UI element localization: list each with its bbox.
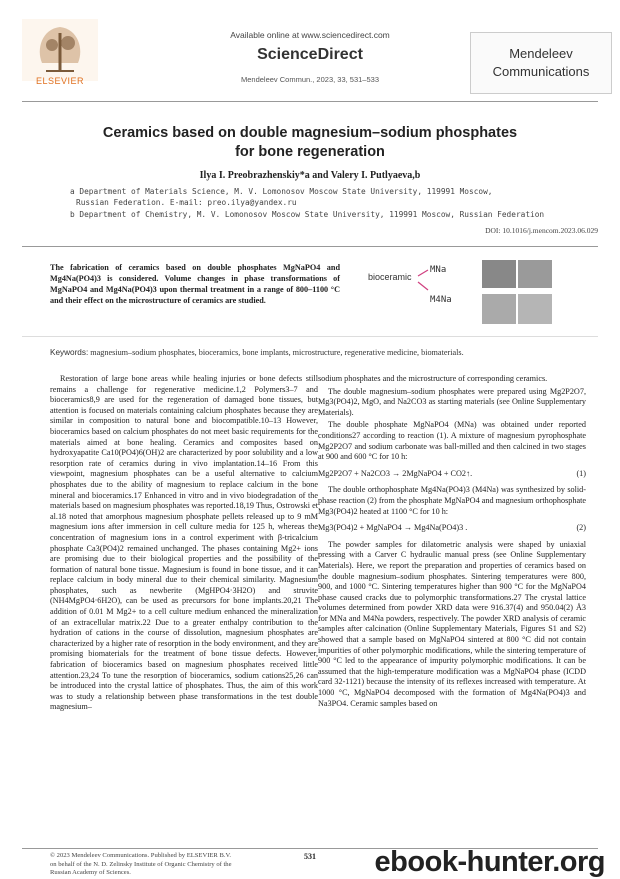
doi-link[interactable]: DOI: 10.1016/j.mencom.2023.06.029 <box>485 226 598 235</box>
body-right-paragraph-3: The double phosphate MgNaPO4 (MNa) was obtained under reported conditions27 according to reaction (1). A mixture of magnesium pyrophosphate Mg2P2O7 and sodium carbonate was ball-milled and then calcined in two stages at 900 and 600 °C for 10 h: <box>318 420 586 462</box>
affiliation-a-line2[interactable]: Russian Federation. E-mail: preo.ilya@yandex.ru <box>76 198 297 207</box>
equation-1-text: Mg2P2O7 + Na2CO3 → 2MgNaPO4 + CO2↑. <box>318 468 473 478</box>
journal-name-line1: Mendeleev <box>509 46 573 61</box>
ga-bioceramic-label: bioceramic <box>368 272 412 282</box>
footer-copyright-line1: © 2023 Mendeleev Communications. Published by ELSEVIER B.V. <box>50 852 232 859</box>
journal-name-line2: Communications <box>492 64 590 79</box>
ga-micrograph-m4na-2 <box>518 294 552 324</box>
equation-1-number: (1) <box>576 468 586 478</box>
citation-line: Mendeleev Commun., 2023, 33, 531–533 <box>240 75 379 84</box>
graphical-abstract <box>362 258 590 330</box>
ga-arrow-up <box>418 270 428 276</box>
affiliation-a <box>70 186 590 208</box>
journal-name-box <box>470 32 612 94</box>
body-right-paragraph-4: The double orthophosphate Mg4Na(PO4)3 (M4Na) was synthesized by solid-phase reaction (2) from the phosphate MgNaPO4 and magnesium orthophosphate Mg3(PO4)2 heated at 1100 °C for 10 h: <box>318 485 586 516</box>
title-line-1: Ceramics based on double magnesium–sodium phosphates <box>102 125 518 141</box>
page-number: 531 <box>304 852 316 861</box>
equation-2-number: (2) <box>576 523 586 533</box>
abstract-divider-top <box>22 246 598 247</box>
keywords-list: magnesium–sodium phosphates, bioceramics, bone implants, microstructure, regenerative medicine, biomaterials. <box>90 348 464 357</box>
footer-copyright-line2: on behalf of the N. D. Zelinsky Institute of Organic Chemistry of the <box>50 860 232 868</box>
header-divider <box>22 101 598 102</box>
body-column-right <box>318 374 586 711</box>
keywords <box>50 348 590 357</box>
ga-micrograph-mna-2 <box>518 260 552 288</box>
affiliation-a-line1: a Department of Materials Science, M. V. Lomonosov Moscow State University, 119991 Moscow, <box>70 187 493 196</box>
title-line-2: for bone regeneration <box>235 144 385 160</box>
body-left-paragraph: Restoration of large bone areas while healing injuries or bone defects still remains a challenge for regenerative medicine.1,2 Polymers3–7 and bioceramics8,9 are used for the regeneration of damaged bone tissues, but attention is focused on materials containing calcium phosphates because they are similar in composition to natural bone and biocompatible.10–13 However, bioceramics based on calcium phosphates do not meet basic requirements for the materials aimed at bone healing. Ceramics and composites based on hydroxyapatite Ca10(PO4)6(OH)2 are characterized by poor solubility and a low resorption rate of ceramics during in vivo implantation.14–16 From this viewpoint, magnesium phosphates can be a useful alternative to calcium phosphates due to the ability of magnesium to replace calcium in the bone mineral and bioceramics.17 Enhanced in vitro and in vivo biodegradation of the materials based on magnesium phosphates was reported.18,19 Thus, Ostrowski et al.18 noted that amorphous magnesium phosphate pellets released up to 9 mM magnesium ions after immersion in cell culture media for 125 h, whereas the concentration of magnesium ions in a control experiment with β-tricalcium phosphate Ca3(PO4)2 remained unchanged. The phases containing Mg2+ ions are promising due to their biological properties and the possibility of the formation of natural bone tissue. Magnesium is found in bone tissue, and it can replace calcium in body mineral due to their chemical similarity. Magnesium phosphates, such as newberite (MgHPO4·3H2O) and struvite (NH4MgPO4·6H2O), can be used as precursors for bone implants.20,21 The addition of 0.01 M Mg2+ to a cell culture medium enhanced the mineralization of an extracellular matrix.22 Due to a greater enthalpy contribution to the hydration of cations in the course of dissolution, magnesium phosphates are characterized by a higher rate of resorption in the body environment, and they are promising biomaterials for the treatment of bone tissue defects. However, fabrication of bioceramics based on magnesium phosphates received little attention.23,24 To tune the resorption of bioceramics, sodium cations25,26 can be introduced into the crystal lattice of phosphates. Thus, the aim of this work was to study a relationship between phase transformations in the test double magnesium– <box>50 374 318 712</box>
ga-m4na-label: M4Na <box>430 295 452 305</box>
author-list: Ilya I. Preobrazhenskiy*a and Valery I. Putlyaeva,b <box>199 170 421 181</box>
watermark-text: ebook-hunter.org <box>374 846 605 878</box>
abstract-divider-bottom <box>22 336 598 337</box>
sciencedirect-logo: ScienceDirect <box>257 46 363 63</box>
ga-arrow-down <box>418 282 428 290</box>
body-right-paragraph-5: The powder samples for dilatometric analysis were shaped by uniaxial pressing with a Carver C hydraulic manual press (see Online Supplementary Materials). Here, we report the preparation and properties of ceramics based on the double magnesium–sodium phosphates. Sintering temperatures were 800, 900, and 1000 °C. Sintering temperatures higher than 900 °C for the MgNaPO4 phase caused cracks due to polymorphic transformations.27 The crystal lattice volumes determined from powder XRD data were 916.37(4) and 950.04(2) Å3 for MNa and M4Na powders, respectively. The powder XRD analysis of ceramic samples after calcination (Online Supplementary Materials, Figures S1 and S2) showed that a sample based on MgNaPO4 sintered at 800 °C did not contain impurities of other polymorphic modifications, while the sintering temperature of 900 °C led to the appearance of impurity polymorphic modifications. It can be assumed that the high-temperature modification was a MgNaPO4 phase (ICDD card 32-1121) because the intensity of its reflexes increased with temperature. At 1000 °C, MgNaPO4 decomposed with the formation of Mg4Na(PO4)3 and Na3PO4. Ceramic samples based on <box>318 539 586 708</box>
body-column-left <box>50 374 318 715</box>
elsevier-logo-icon <box>22 16 98 84</box>
publisher-name: ELSEVIER <box>35 76 85 86</box>
body-right-paragraph-2: The double magnesium–sodium phosphates were prepared using Mg2P2O7, Mg3(PO4)2, MgO, and Na2CO3 as starting materials (see Online Supplementary Materials). <box>318 386 586 417</box>
ga-micrograph-m4na-1 <box>482 294 516 324</box>
abstract-text: The fabrication of ceramics based on double phosphates MgNaPO4 and Mg4Na(PO4)3 is considered. Volume changes in phase transformations of MgNaPO4 and Mg4Na(PO4)3 upon thermal treatment in a range of 800–1100 °C and their effect on the microstructure of ceramics are studied. <box>50 263 340 305</box>
ga-micrograph-mna-1 <box>482 260 516 288</box>
article-title <box>40 124 580 162</box>
footer-copyright-line3: Russian Academy of Sciences. <box>50 869 131 876</box>
keywords-label: Keywords: <box>50 348 89 357</box>
available-online-text[interactable]: Available online at www.sciencedirect.com <box>230 30 390 40</box>
ga-mna-label: MNa <box>430 265 447 275</box>
equation-1 <box>318 469 586 480</box>
affiliation-b: b Department of Chemistry, M. V. Lomonosov Moscow State University, 119991 Moscow, Russian Federation <box>70 210 545 219</box>
equation-2-text: Mg3(PO4)2 + MgNaPO4 → Mg4Na(PO4)3 . <box>318 523 468 533</box>
equation-2 <box>318 523 586 534</box>
body-right-paragraph-1: sodium phosphates and the microstructure of corresponding ceramics. <box>318 374 548 383</box>
